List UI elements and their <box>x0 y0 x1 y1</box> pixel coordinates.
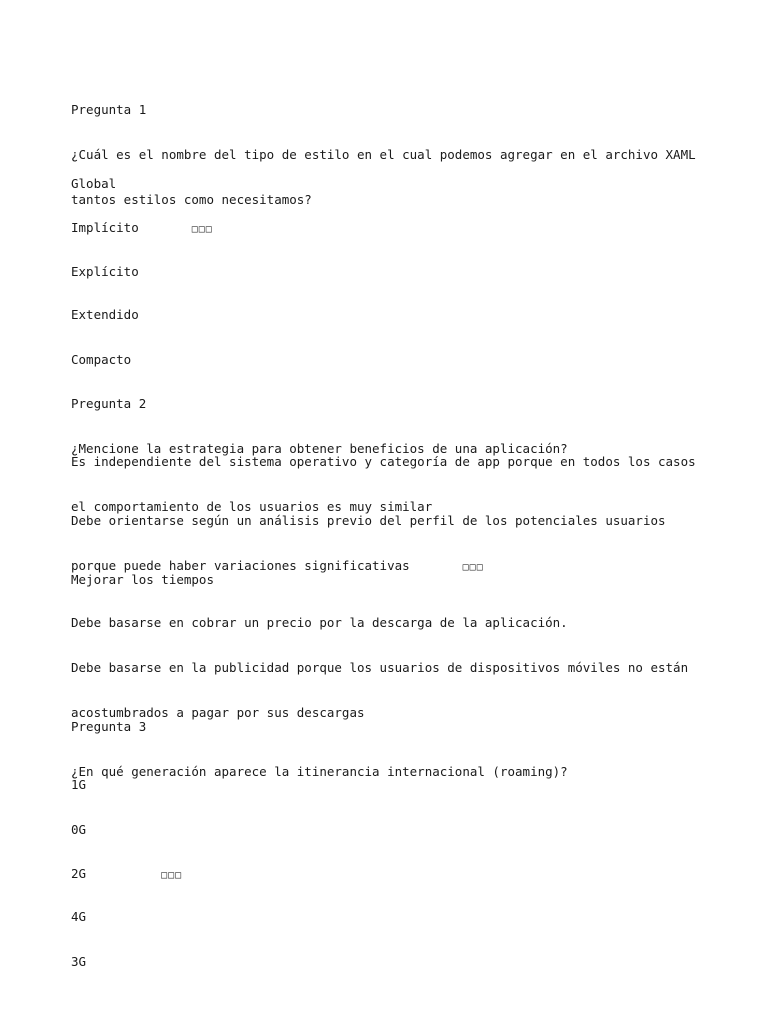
selected-marker-icon: □□□ <box>191 224 213 235</box>
answer-text: porque puede haber variaciones significativas <box>71 558 410 573</box>
question-prompt-line: ¿En qué generación aparece la itinerancia internacional (roaming)? <box>71 764 568 779</box>
answer-text: Debe orientarse según un análisis previo del perfil de los potenciales usuarios <box>71 513 666 528</box>
question-prompt-line: tantos estilos como necesitamos? <box>71 192 312 207</box>
question-heading: Pregunta 1 <box>71 102 147 117</box>
answer-text: el comportamiento de los usuarios es muy similar <box>71 499 433 514</box>
question-heading: Pregunta 2 <box>71 396 147 411</box>
question-heading: Pregunta 3 <box>71 719 147 734</box>
answer-text: Global <box>71 176 117 191</box>
answer-text: Implícito <box>71 220 139 235</box>
question-3 <box>71 689 568 809</box>
selected-marker-icon: □□□ <box>462 562 484 573</box>
answer-text: Debe basarse en cobrar un precio por la descarga de la aplicación. <box>71 615 568 630</box>
answer-text: Extendido <box>71 307 139 322</box>
answer-text: 4G <box>71 909 87 924</box>
answer-text: Explícito <box>71 264 139 279</box>
answer-text: Es independiente del sistema operativo y categoría de app porque en todos los casos <box>71 454 696 469</box>
selected-marker-icon: □□□ <box>161 870 183 881</box>
answer-text: 3G <box>71 954 87 969</box>
answer-text: 2G <box>71 866 87 881</box>
question-prompt-line: ¿Cuál es el nombre del tipo de estilo en el cual podemos agregar en el archivo XAML <box>71 147 696 162</box>
answer-text: Mejorar los tiempos <box>71 572 214 587</box>
question-prompt-line: ¿Mencione la estrategia para obtener beneficios de una aplicación? <box>71 441 568 456</box>
answer-text: Compacto <box>71 352 132 367</box>
answer-text: 0G <box>71 822 87 837</box>
answer-text: acostumbrados a pagar por sus descargas <box>71 705 365 720</box>
answer-text: Debe basarse en la publicidad porque los usuarios de dispositivos móviles no están <box>71 660 689 675</box>
answer-option <box>71 924 101 999</box>
answer-text: 1G <box>71 777 87 792</box>
